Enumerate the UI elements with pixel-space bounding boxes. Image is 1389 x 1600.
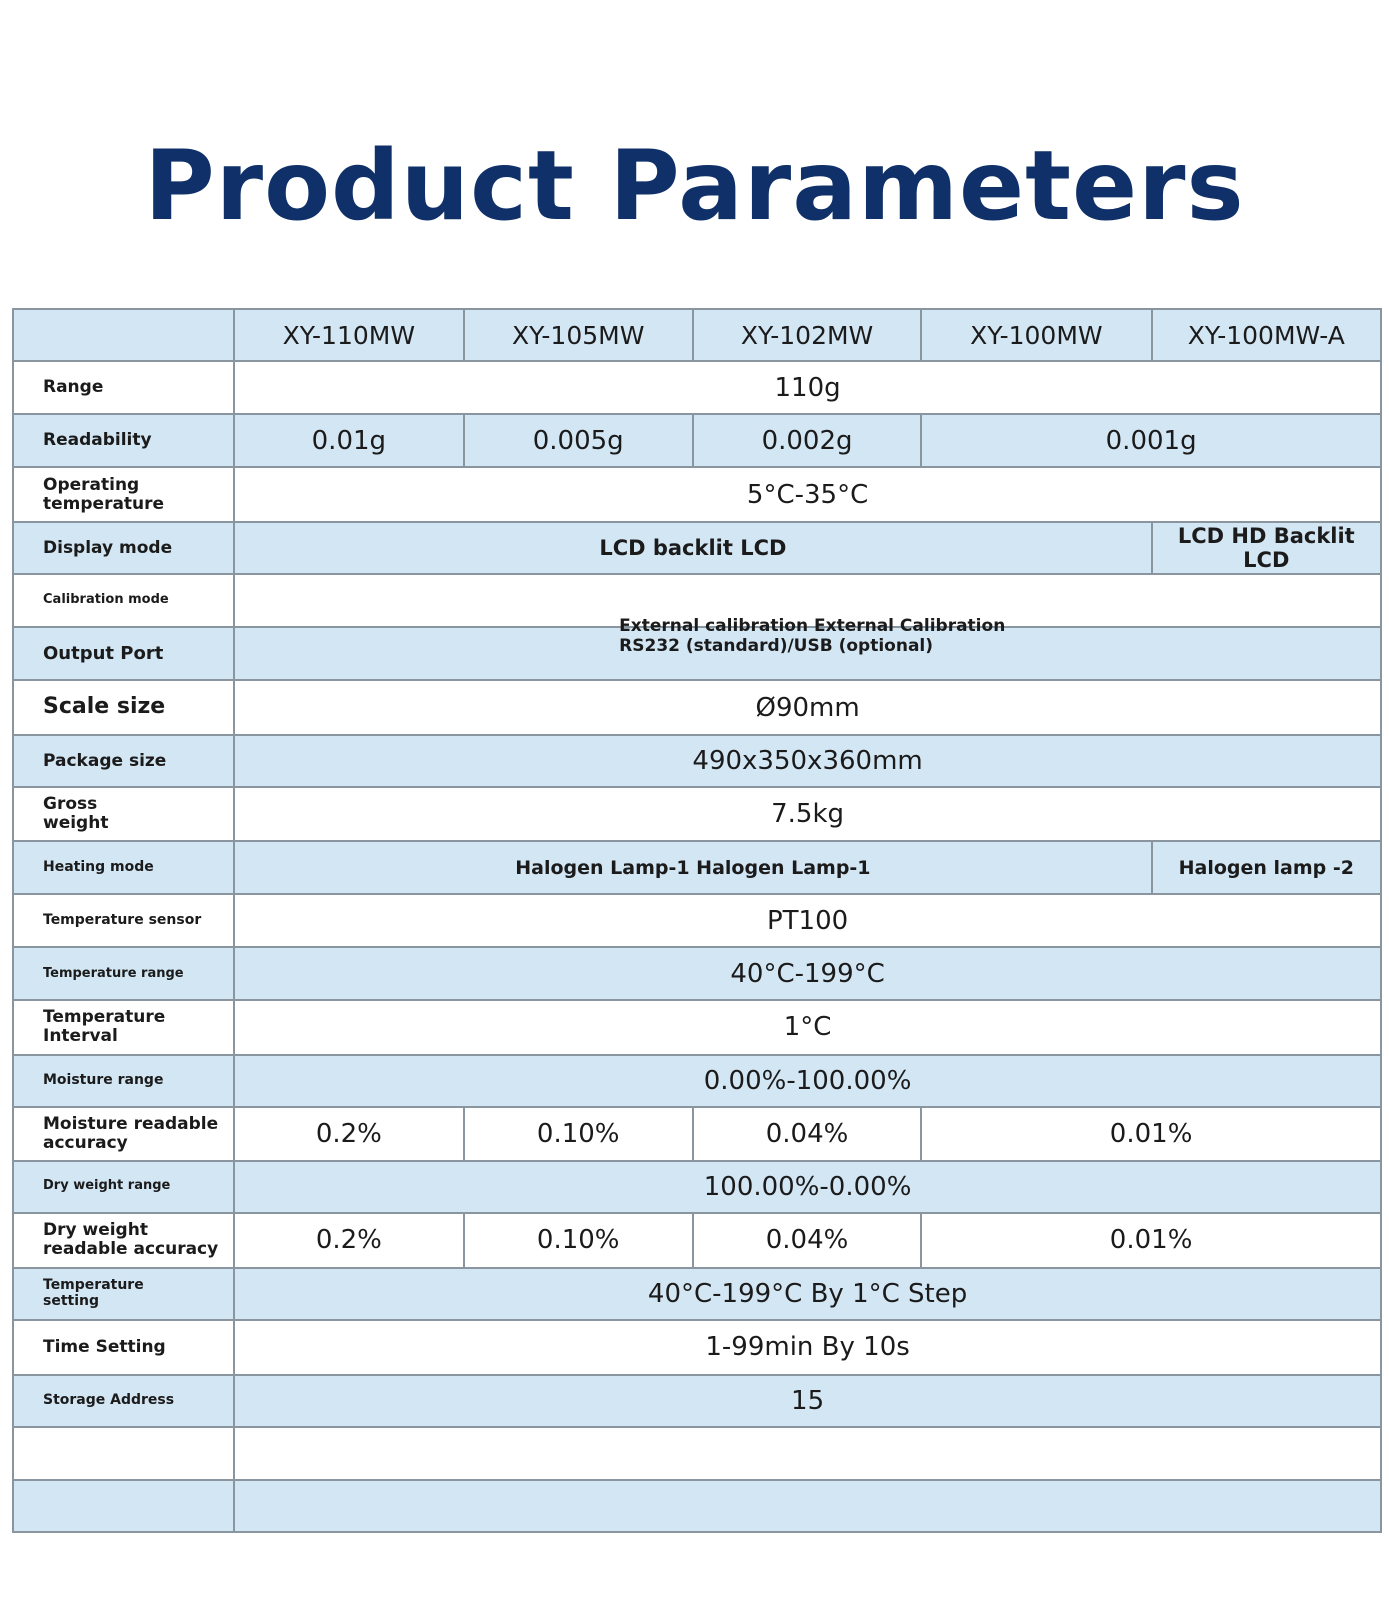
empty-cell: [234, 1480, 1381, 1532]
row-value: LCD HD Backlit LCD: [1152, 522, 1381, 574]
row-value: 110g: [234, 361, 1381, 414]
table-row: [13, 1320, 1381, 1375]
row-value: 0.005g: [464, 414, 693, 467]
row-value: 0.04%: [693, 1107, 921, 1161]
row-label: Time Setting: [13, 1320, 234, 1375]
calibration-value: External calibration External Calibration: [619, 616, 1006, 637]
row-value: Ø90mm: [234, 680, 1381, 735]
row-label-line: weight: [43, 813, 109, 834]
row-label: [13, 1268, 234, 1320]
row-label-line: Interval: [43, 1026, 118, 1047]
row-label: Scale size: [13, 680, 234, 735]
empty-cell: [234, 1427, 1381, 1480]
row-label: Output Port: [13, 627, 234, 680]
row-label-line: Moisture readable: [43, 1113, 219, 1134]
table-row: [13, 841, 1381, 894]
row-value: 0.00%-100.00%: [234, 1055, 1381, 1107]
row-value: 0.01%: [921, 1107, 1381, 1161]
table-row: [13, 1107, 1381, 1161]
spec-table: [12, 308, 1382, 1533]
row-value: 7.5kg: [234, 787, 1381, 841]
row-value: 100.00%-0.00%: [234, 1161, 1381, 1213]
table-row: [13, 1213, 1381, 1268]
row-value: 0.10%: [464, 1213, 693, 1268]
table-row: [13, 947, 1381, 1000]
row-label-line: Temperature: [43, 1277, 144, 1293]
row-label-line: Dry weight: [43, 1220, 148, 1241]
row-label-line: Temperature: [43, 1007, 166, 1028]
merged-value-text: [619, 617, 1005, 656]
row-label-line: temperature: [43, 493, 165, 514]
row-label: Temperature sensor: [13, 894, 234, 947]
table-row: [13, 467, 1381, 522]
row-value: 490x350x360mm: [234, 735, 1381, 787]
row-label: Range: [13, 361, 234, 414]
output-port-value: RS232 (standard)/USB (optional): [619, 635, 934, 656]
row-value: Halogen lamp -2: [1152, 841, 1381, 894]
row-value: 0.04%: [693, 1213, 921, 1268]
table-row-empty: [13, 1427, 1381, 1480]
row-value: 0.2%: [234, 1213, 463, 1268]
model-header: XY-100MW: [921, 309, 1151, 361]
row-value: 0.01%: [921, 1213, 1381, 1268]
row-value: 0.2%: [234, 1107, 463, 1161]
row-label: [13, 1213, 234, 1268]
table-row: [13, 361, 1381, 414]
row-label: Storage Address: [13, 1375, 234, 1427]
row-value: 40°C-199°C By 1°C Step: [234, 1268, 1381, 1320]
model-header: XY-102MW: [693, 309, 921, 361]
model-header: XY-100MW-A: [1152, 309, 1381, 361]
row-value: 0.10%: [464, 1107, 693, 1161]
row-label: Package size: [13, 735, 234, 787]
row-label: Heating mode: [13, 841, 234, 894]
table-row: [13, 894, 1381, 947]
table-row-empty: [13, 1480, 1381, 1532]
table-row: [13, 1055, 1381, 1107]
row-value: 0.001g: [921, 414, 1381, 467]
row-label-line: readable accuracy: [43, 1239, 219, 1260]
table-row: [13, 574, 1381, 627]
row-value: 0.002g: [693, 414, 921, 467]
row-label: Dry weight range: [13, 1161, 234, 1213]
table-row: [13, 1161, 1381, 1213]
header-row: [13, 309, 1381, 361]
row-label: Calibration mode: [13, 574, 234, 627]
row-value: PT100: [234, 894, 1381, 947]
row-value: 0.01g: [234, 414, 463, 467]
model-header: XY-105MW: [464, 309, 693, 361]
table-row: [13, 522, 1381, 574]
table-row: [13, 787, 1381, 841]
row-value: LCD backlit LCD: [234, 522, 1151, 574]
empty-cell: [13, 1427, 234, 1480]
header-empty-cell: [13, 309, 234, 361]
row-value: 1-99min By 10s: [234, 1320, 1381, 1375]
table-row: [13, 414, 1381, 467]
table-row: [13, 1000, 1381, 1054]
merged-value-cell: [234, 574, 1381, 656]
row-label-line: accuracy: [43, 1132, 128, 1153]
row-value: Halogen Lamp-1 Halogen Lamp-1: [234, 841, 1151, 894]
row-label-line: Gross: [43, 794, 98, 815]
row-value: 15: [234, 1375, 1381, 1427]
row-label: [13, 1107, 234, 1161]
row-value: 5°C-35°C: [234, 467, 1381, 522]
table-row: [13, 680, 1381, 735]
row-label-line: Operating: [43, 474, 140, 495]
row-label: Readability: [13, 414, 234, 467]
table-row: [13, 1268, 1381, 1320]
table-row: [13, 1375, 1381, 1427]
model-header: XY-110MW: [234, 309, 463, 361]
row-label: [13, 787, 234, 841]
row-label: Temperature range: [13, 947, 234, 1000]
row-value: 40°C-199°C: [234, 947, 1381, 1000]
row-label: Moisture range: [13, 1055, 234, 1107]
row-label-line: setting: [43, 1292, 99, 1309]
table-row: [13, 735, 1381, 787]
row-value: 1°C: [234, 1000, 1381, 1054]
row-label: [13, 1000, 234, 1054]
row-label: Display mode: [13, 522, 234, 574]
page-title: Product Parameters: [144, 130, 1245, 242]
empty-cell: [13, 1480, 234, 1532]
row-label: [13, 467, 234, 522]
